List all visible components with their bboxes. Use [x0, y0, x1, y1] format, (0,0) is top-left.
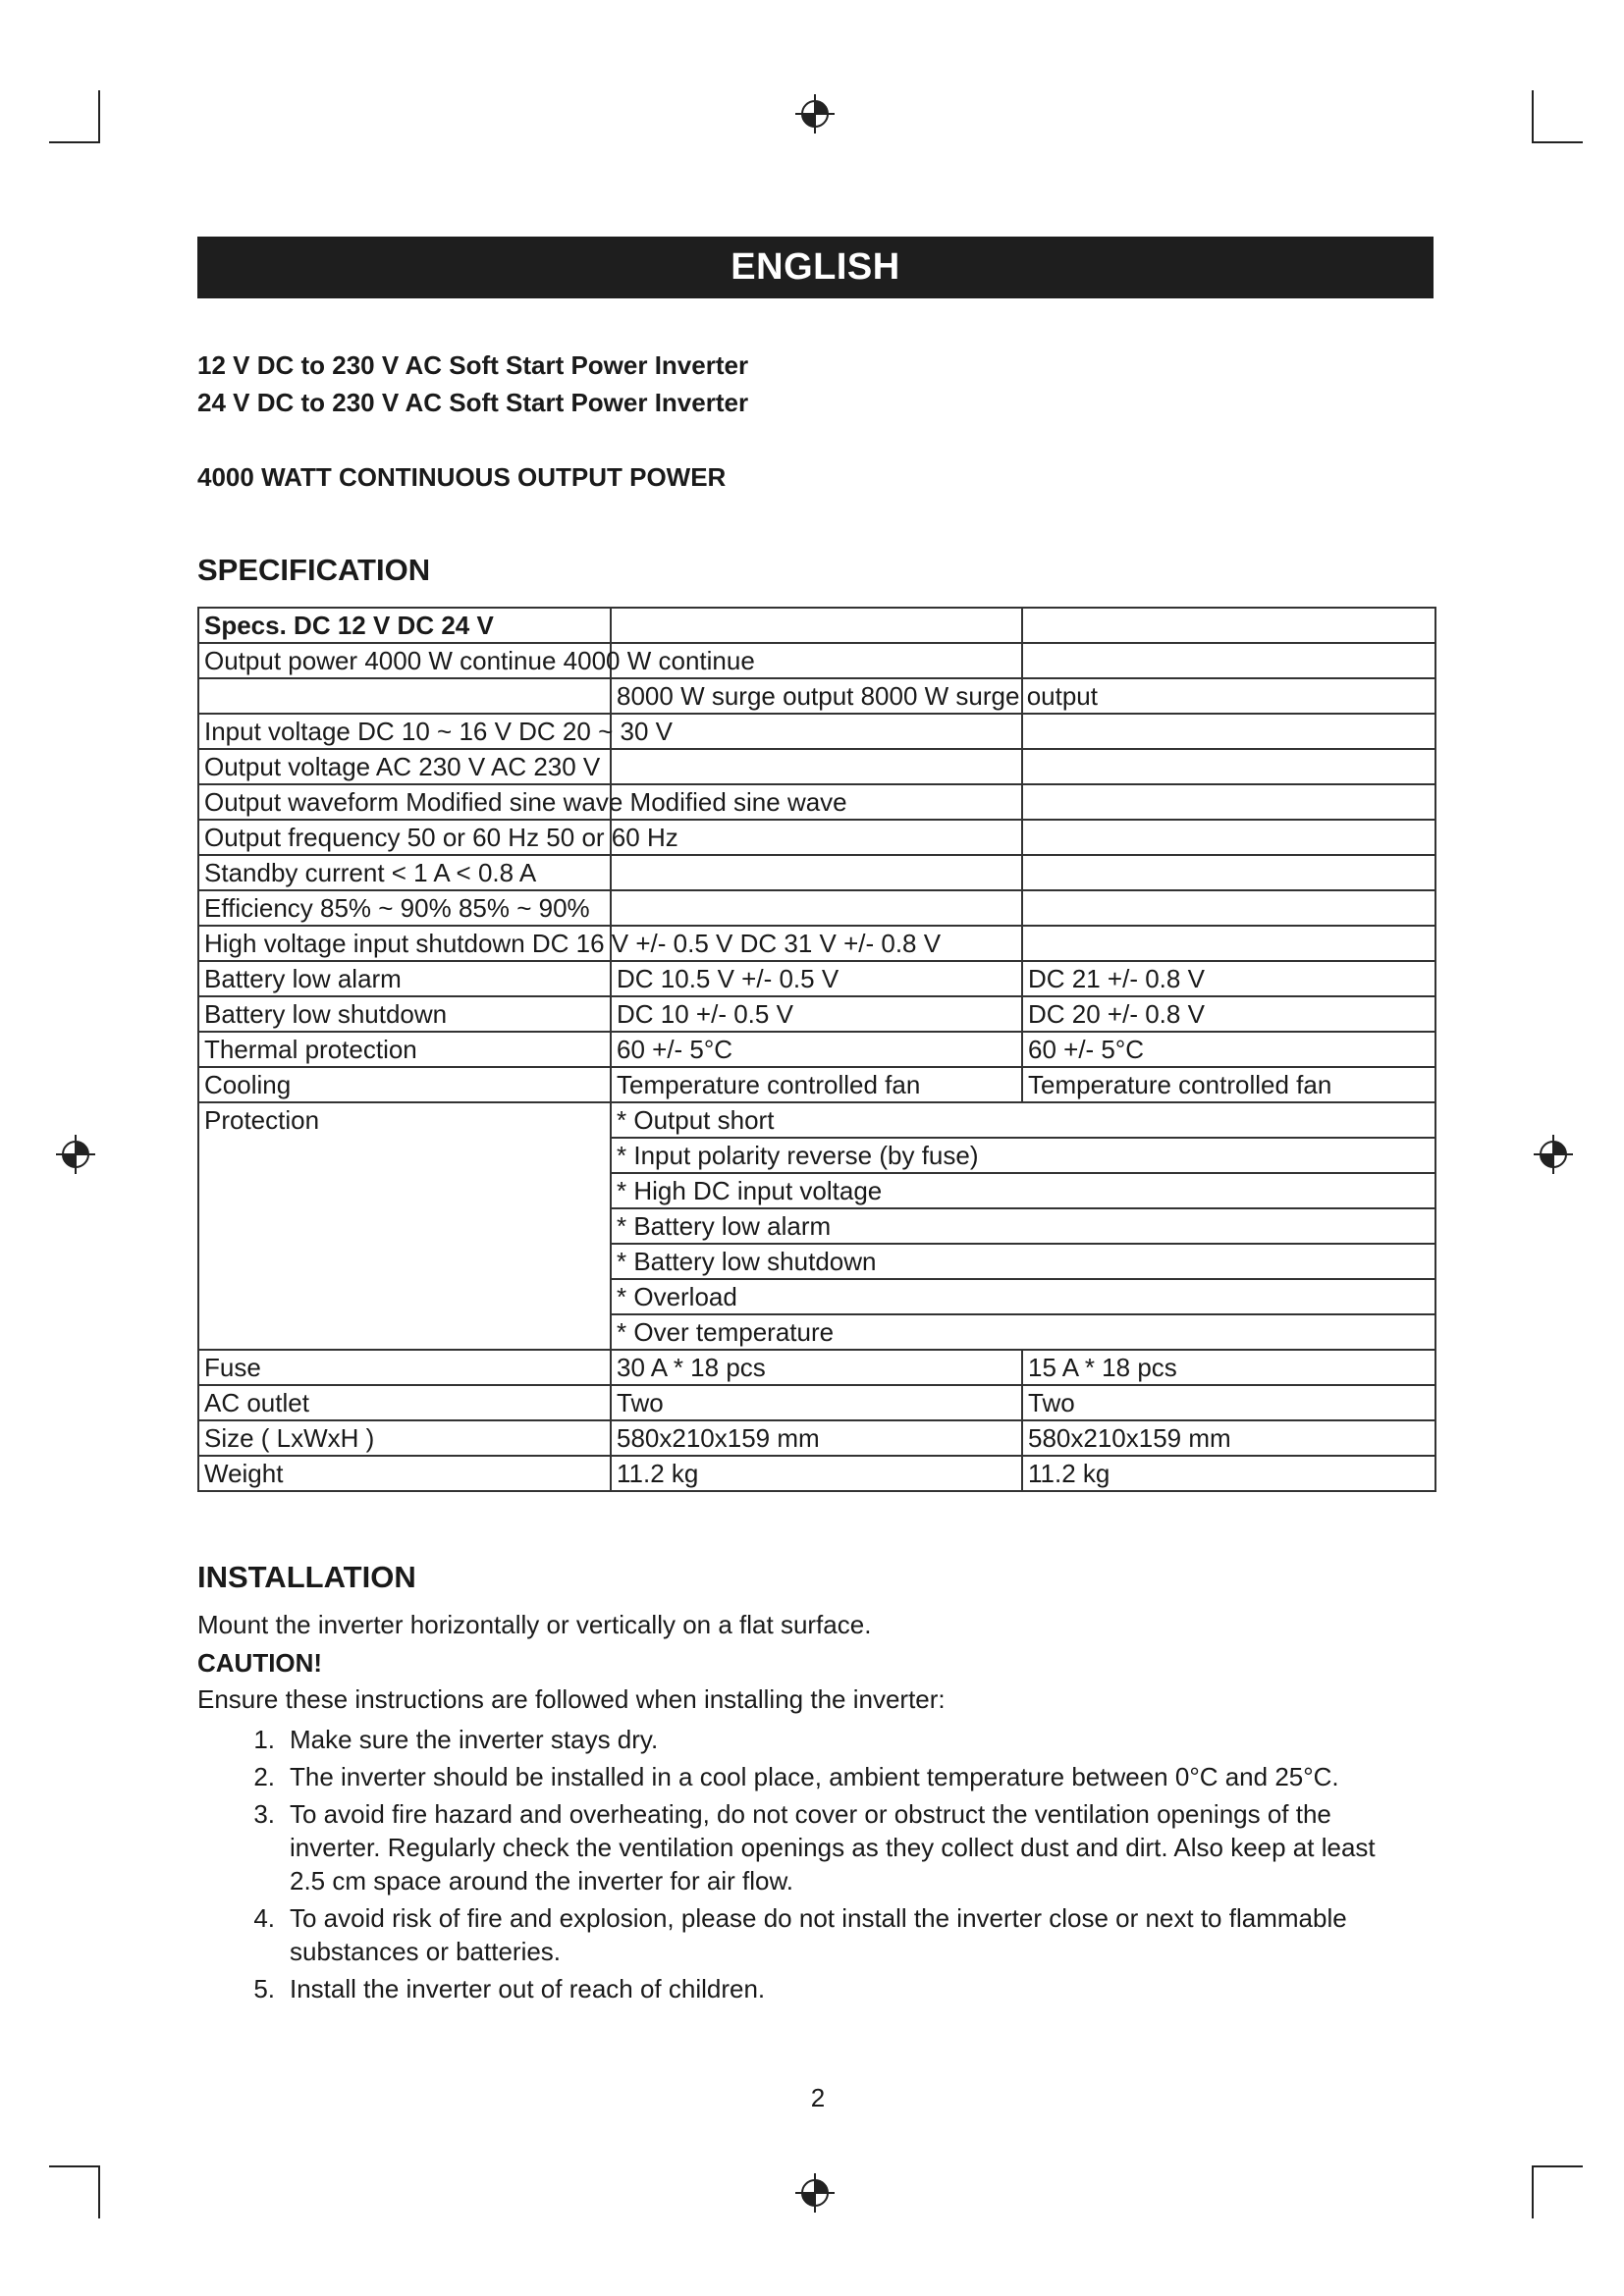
- table-cell: 11.2 kg: [1022, 1456, 1435, 1491]
- table-cell: AC outlet: [198, 1385, 611, 1420]
- protection-item: * Over temperature: [611, 1314, 1435, 1350]
- table-cell: Output power 4000 W continue 4000 W continue: [198, 643, 611, 678]
- list-item: 4. To avoid risk of fire and explosion, please do not install the inverter close or next to flammable substances or batteries.: [253, 1903, 1347, 1966]
- table-cell: DC 10.5 V +/- 0.5 V: [611, 961, 1022, 996]
- table-row: [198, 678, 1435, 714]
- table-row: [198, 926, 1435, 961]
- table-cell: Temperature controlled fan: [1022, 1067, 1435, 1102]
- product-title-24v: 24 V DC to 230 V AC Soft Start Power Inverter: [197, 388, 749, 417]
- table-cell: 8000 W surge output 8000 W surge output: [611, 678, 1022, 714]
- protection-item: * Output short: [611, 1102, 1435, 1138]
- crop-mark-bottom-right-h: [1532, 2165, 1583, 2167]
- registration-mark-icon: [1532, 1133, 1575, 1176]
- table-row: [198, 1067, 1435, 1102]
- table-cell: Thermal protection: [198, 1032, 611, 1067]
- table-row: [198, 643, 1435, 678]
- table-row: [198, 1385, 1435, 1420]
- protection-item: * High DC input voltage: [611, 1173, 1435, 1208]
- table-row: [198, 1420, 1435, 1456]
- table-cell: Output voltage AC 230 V AC 230 V: [198, 749, 611, 784]
- table-cell: DC 20 +/- 0.8 V: [1022, 996, 1435, 1032]
- table-row: [198, 714, 1435, 749]
- language-banner: ENGLISH: [197, 237, 1434, 298]
- registration-mark-icon: [793, 2171, 837, 2215]
- crop-mark-top-right-h: [1532, 141, 1583, 143]
- table-cell: 580x210x159 mm: [1022, 1420, 1435, 1456]
- table-cell: Size ( LxWxH ): [198, 1420, 611, 1456]
- crop-mark-bottom-left-h: [49, 2165, 100, 2167]
- crop-mark-bottom-right-v: [1532, 2165, 1534, 2218]
- table-row: [198, 1456, 1435, 1491]
- protection-label-cell: Protection: [198, 1102, 611, 1350]
- table-cell: 11.2 kg: [611, 1456, 1022, 1491]
- table-row: [198, 820, 1435, 855]
- crop-mark-bottom-left-v: [98, 2165, 100, 2218]
- registration-mark-icon: [793, 92, 837, 135]
- table-cell: High voltage input shutdown DC 16 V +/- 0.5 V DC 31 V +/- 0.8 V: [198, 926, 611, 961]
- installation-intro: Mount the inverter horizontally or vertically on a flat surface.: [197, 1610, 872, 1639]
- caution-label: CAUTION!: [197, 1648, 323, 1678]
- protection-item: * Battery low alarm: [611, 1208, 1435, 1244]
- table-cell: Battery low shutdown: [198, 996, 611, 1032]
- registration-mark-icon: [54, 1133, 97, 1176]
- crop-mark-top-left-h: [49, 141, 100, 143]
- table-cell: Weight: [198, 1456, 611, 1491]
- table-row: [198, 996, 1435, 1032]
- table-cell: 15 A * 18 pcs: [1022, 1350, 1435, 1385]
- list-item: 1. Make sure the inverter stays dry.: [253, 1725, 659, 1754]
- table-cell: Cooling: [198, 1067, 611, 1102]
- installation-ensure: Ensure these instructions are followed when installing the inverter:: [197, 1684, 946, 1714]
- table-cell: 580x210x159 mm: [611, 1420, 1022, 1456]
- table-cell: Battery low alarm: [198, 961, 611, 996]
- table-cell: Efficiency 85% ~ 90% 85% ~ 90%: [198, 890, 611, 926]
- table-row: [198, 855, 1435, 890]
- table-cell: Two: [1022, 1385, 1435, 1420]
- table-cell: Standby current < 1 A < 0.8 A: [198, 855, 611, 890]
- table-cell: Output frequency 50 or 60 Hz 50 or 60 Hz: [198, 820, 611, 855]
- spec-header-cell: Specs. DC 12 V DC 24 V: [198, 608, 611, 643]
- protection-item: * Input polarity reverse (by fuse): [611, 1138, 1435, 1173]
- crop-mark-top-right-v: [1532, 90, 1534, 143]
- product-title-12v: 12 V DC to 230 V AC Soft Start Power Inverter: [197, 350, 749, 380]
- table-cell: Temperature controlled fan: [611, 1067, 1022, 1102]
- table-cell: Fuse: [198, 1350, 611, 1385]
- table-row: [198, 608, 1435, 643]
- table-cell: Two: [611, 1385, 1022, 1420]
- table-row: [198, 961, 1435, 996]
- table-row: [198, 749, 1435, 784]
- list-item: 5. Install the inverter out of reach of children.: [253, 1974, 766, 2003]
- table-row: [198, 1032, 1435, 1067]
- table-row: [198, 1102, 1435, 1138]
- table-cell: DC 21 +/- 0.8 V: [1022, 961, 1435, 996]
- table-row: [198, 1350, 1435, 1385]
- page-number: 2: [810, 2083, 826, 2112]
- table-cell: 60 +/- 5°C: [1022, 1032, 1435, 1067]
- protection-item: * Battery low shutdown: [611, 1244, 1435, 1279]
- installation-steps: [196, 1723, 1414, 2009]
- crop-mark-top-left-v: [98, 90, 100, 143]
- list-item: 2. The inverter should be installed in a cool place, ambient temperature between 0°C and 25°C.: [253, 1762, 1339, 1791]
- list-item: 3. To avoid fire hazard and overheating, do not cover or obstruct the ventilation openings of the inverter. Regularly check the ventilation openings as they collect dust and dirt. Also keep at least 2.5 cm space around the inverter for air flow.: [253, 1799, 1376, 1896]
- power-heading: 4000 WATT CONTINUOUS OUTPUT POWER: [197, 462, 727, 492]
- specification-table: [197, 607, 1436, 1492]
- protection-item: * Overload: [611, 1279, 1435, 1314]
- table-cell: 30 A * 18 pcs: [611, 1350, 1022, 1385]
- table-cell: Output waveform Modified sine wave Modified sine wave: [198, 784, 611, 820]
- installation-heading: INSTALLATION: [197, 1560, 416, 1594]
- table-cell: DC 10 +/- 0.5 V: [611, 996, 1022, 1032]
- table-row: [198, 890, 1435, 926]
- table-cell: Input voltage DC 10 ~ 16 V DC 20 ~ 30 V: [198, 714, 611, 749]
- table-cell: 60 +/- 5°C: [611, 1032, 1022, 1067]
- table-row: [198, 784, 1435, 820]
- specification-heading: SPECIFICATION: [197, 553, 431, 587]
